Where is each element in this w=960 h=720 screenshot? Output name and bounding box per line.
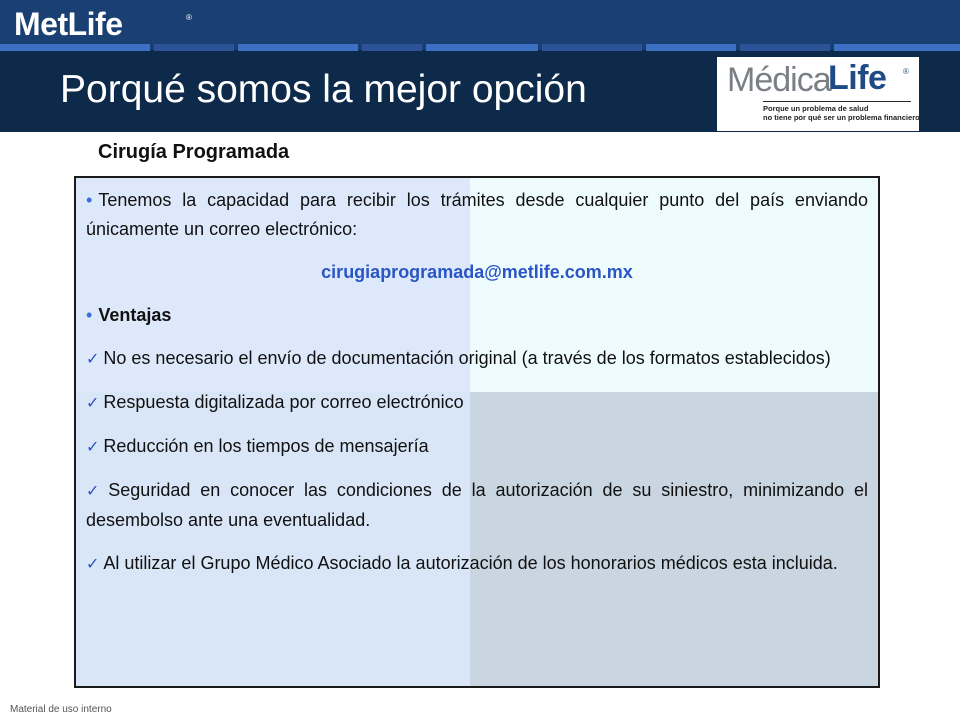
medicalife-tagline-line2: no tiene por qué ser un problema financiero <box>763 113 920 122</box>
medicalife-logo-text-bold: Life <box>828 59 887 97</box>
page-title: Porqué somos la mejor opción <box>60 68 587 111</box>
checkmark-icon: ✓ <box>86 395 100 412</box>
ventajas-heading <box>86 301 868 330</box>
checkmark-icon: ✓ <box>86 483 105 500</box>
advantage-text: No es necesario el envío de documentación original (a través de los formatos establecidos) <box>103 348 831 368</box>
header-stripes <box>0 44 960 51</box>
advantage-item <box>86 344 868 374</box>
advantage-text: Al utilizar el Grupo Médico Asociado la autorización de los honorarios médicos esta incluida. <box>103 553 838 573</box>
email-address: cirugiaprogramada@metlife.com.mx <box>321 262 633 282</box>
slide-header <box>0 0 960 132</box>
advantage-text: Reducción en los tiempos de mensajería <box>103 436 429 456</box>
header-top-band <box>0 0 960 50</box>
advantage-item <box>86 549 868 579</box>
bullet-icon: • <box>86 305 93 325</box>
medicalife-tagline <box>763 104 920 122</box>
footer-note: Material de uso interno <box>10 704 112 715</box>
content-box <box>74 176 880 688</box>
checkmark-icon: ✓ <box>86 351 100 368</box>
intro-paragraph <box>86 186 868 244</box>
checkmark-icon: ✓ <box>86 556 100 573</box>
advantage-text: Seguridad en conocer las condiciones de la autorización de su siniestro, minimizando el desembolso ante una eventualidad. <box>86 480 869 530</box>
advantage-item <box>86 476 868 535</box>
advantage-item <box>86 388 868 418</box>
checkmark-icon: ✓ <box>86 439 100 456</box>
medicalife-logo-text-light: Médica <box>727 61 831 99</box>
content-text <box>86 186 868 593</box>
intro-text: Tenemos la capacidad para recibir los trámites desde cualquier punto del país enviando únicamente un correo electrónico: <box>86 190 868 239</box>
metlife-logo-registered-mark: ® <box>186 13 192 22</box>
medicalife-tagline-line1: Porque un problema de salud <box>763 104 869 113</box>
metlife-logo: MetLife <box>14 6 123 42</box>
medicalife-logo <box>717 57 919 131</box>
bullet-icon: • <box>86 190 93 210</box>
section-title: Cirugía Programada <box>98 141 290 163</box>
advantage-item <box>86 432 868 462</box>
ventajas-label: Ventajas <box>98 305 172 325</box>
medicalife-registered-mark: ® <box>903 67 909 76</box>
advantage-text: Respuesta digitalizada por correo electrónico <box>103 392 464 412</box>
medicalife-divider <box>763 101 911 102</box>
